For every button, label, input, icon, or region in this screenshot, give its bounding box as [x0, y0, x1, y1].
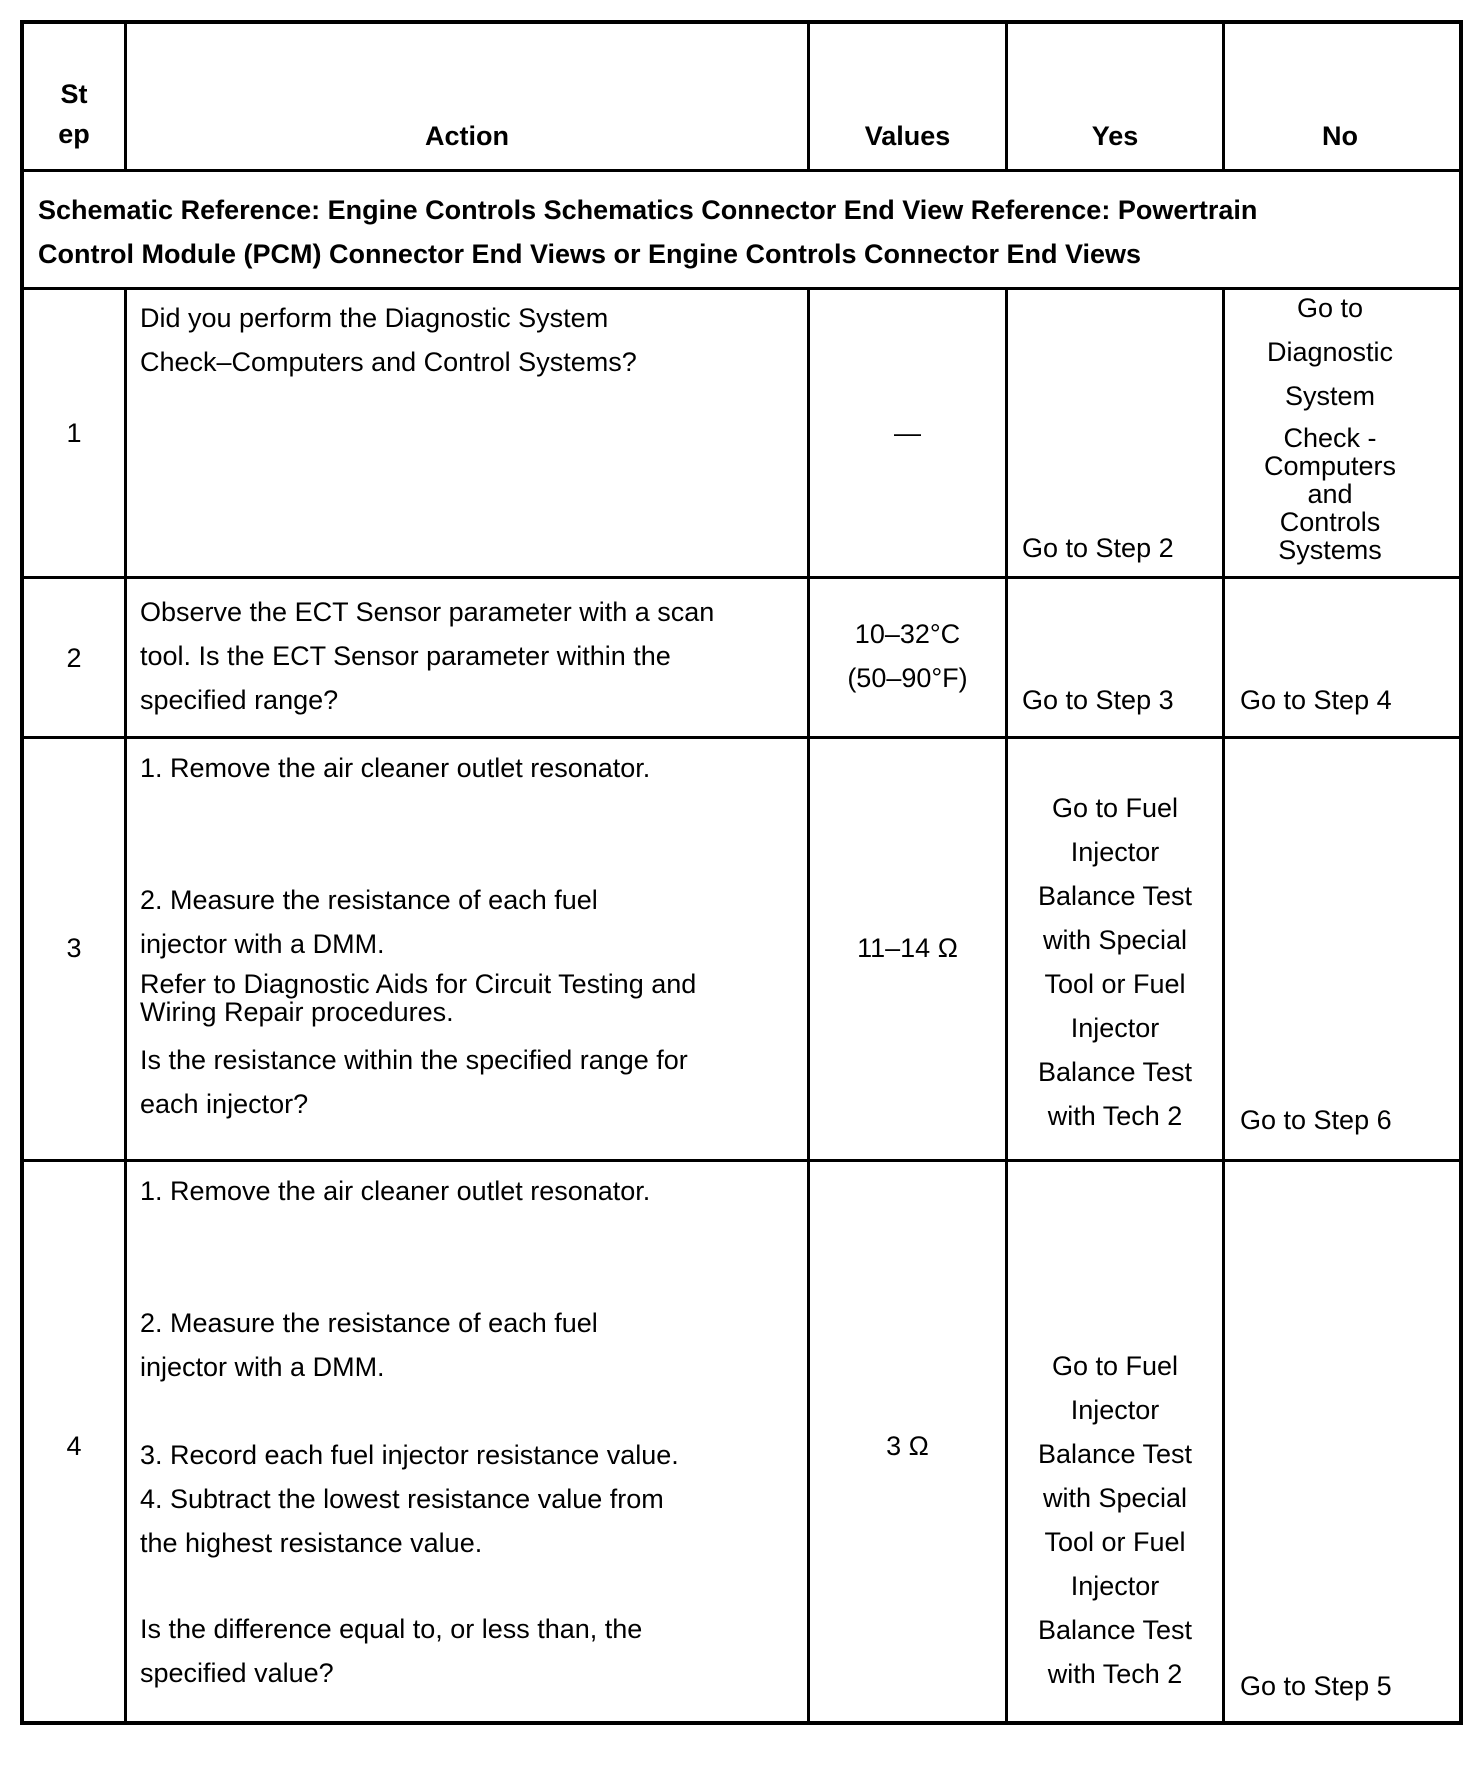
yes-line: Balance Test — [1037, 1057, 1193, 1087]
step-number: 2 — [66, 643, 82, 673]
action-item: 3. Record each fuel injector resistance value. — [140, 1440, 679, 1470]
yes-line: Balance Test — [1037, 1439, 1193, 1469]
action-refer: Refer to Diagnostic Aids for Circuit Testing and — [140, 969, 697, 999]
action-line: tool. Is the ECT Sensor parameter within the — [140, 641, 671, 671]
no-line: Computers — [1263, 451, 1397, 481]
action-line: specified range? — [140, 685, 339, 715]
value-line: 10–32°C — [854, 619, 961, 649]
value-line: (50–90°F) — [847, 663, 968, 693]
yes-line: Injector — [1070, 1013, 1160, 1043]
header-no: No — [1322, 121, 1358, 151]
no-text: Go to Step 5 — [1240, 1671, 1392, 1701]
value-text — [810, 612, 1005, 700]
yes-line: Go to Fuel — [1051, 793, 1179, 823]
action-item: 1. Remove the air cleaner outlet resonator. — [140, 1176, 651, 1206]
value-text: 3 Ω — [886, 1431, 929, 1461]
yes-line: Injector — [1070, 837, 1160, 867]
row-divider — [24, 736, 1459, 739]
no-text — [1225, 286, 1435, 564]
header-values: Values — [864, 121, 951, 151]
yes-line: Go to Fuel — [1051, 1351, 1179, 1381]
step-number: 3 — [66, 933, 82, 963]
no-line: Systems — [1278, 535, 1382, 565]
action-item: 4. Subtract the lowest resistance value from — [140, 1484, 664, 1514]
no-line: Diagnostic — [1266, 337, 1394, 367]
no-line: System — [1284, 381, 1376, 411]
yes-line: with Tech 2 — [1047, 1659, 1183, 1689]
action-item: 1. Remove the air cleaner outlet resonator. — [140, 753, 651, 783]
action-question: each injector? — [140, 1089, 309, 1119]
yes-text — [1008, 1344, 1222, 1696]
header-action: Action — [425, 121, 509, 151]
action-item: injector with a DMM. — [140, 929, 385, 959]
yes-text: Go to Step 2 — [1022, 533, 1174, 563]
action-question: specified value? — [140, 1658, 334, 1688]
yes-line: with Tech 2 — [1047, 1101, 1183, 1131]
diagnostic-table — [20, 20, 1463, 1725]
action-item: 2. Measure the resistance of each fuel — [140, 1308, 598, 1338]
action-line: Observe the ECT Sensor parameter with a scan — [140, 597, 715, 627]
action-text — [140, 1169, 800, 1695]
action-text — [140, 590, 800, 722]
value-text: 11–14 Ω — [857, 933, 958, 963]
schematic-line1: Schematic Reference: Engine Controls Schematics Connector End View Reference: Powertrain — [38, 195, 1258, 225]
schematic-line2: Control Module (PCM) Connector End Views or Engine Controls Connector End Views — [38, 239, 1142, 269]
no-text: Go to Step 4 — [1240, 685, 1392, 715]
header-step — [24, 74, 124, 154]
yes-line: Balance Test — [1037, 1615, 1193, 1645]
value-text: — — [894, 418, 921, 448]
action-line: Did you perform the Diagnostic System — [140, 303, 609, 333]
action-item: 2. Measure the resistance of each fuel — [140, 885, 598, 915]
action-text — [140, 746, 800, 1126]
header-yes: Yes — [1091, 121, 1139, 151]
header-step-line1: St — [60, 79, 88, 109]
no-line: Go to — [1296, 293, 1364, 323]
action-item: the highest resistance value. — [140, 1528, 483, 1558]
step-number: 4 — [66, 1431, 82, 1461]
action-line: Check–Computers and Control Systems? — [140, 347, 637, 377]
row-divider — [24, 1159, 1459, 1162]
yes-line: Injector — [1070, 1571, 1160, 1601]
action-refer: Wiring Repair procedures. — [140, 997, 454, 1027]
action-question: Is the difference equal to, or less than, the — [140, 1614, 643, 1644]
no-line: and — [1307, 479, 1353, 509]
yes-line: with Special — [1042, 1483, 1188, 1513]
yes-line: Injector — [1070, 1395, 1160, 1425]
action-item: injector with a DMM. — [140, 1352, 385, 1382]
no-line: Check - — [1283, 423, 1377, 453]
step-number: 1 — [66, 418, 82, 448]
header-step-line2: ep — [58, 119, 90, 149]
yes-text — [1008, 786, 1222, 1138]
row-divider — [24, 576, 1459, 579]
action-question: Is the resistance within the specified range for — [140, 1045, 688, 1075]
yes-line: Tool or Fuel — [1044, 969, 1186, 999]
no-text: Go to Step 6 — [1240, 1105, 1392, 1135]
no-line: Controls — [1279, 507, 1381, 537]
schematic-reference — [38, 188, 1438, 276]
action-text — [140, 296, 800, 384]
yes-line: Balance Test — [1037, 881, 1193, 911]
yes-line: with Special — [1042, 925, 1188, 955]
yes-line: Tool or Fuel — [1044, 1527, 1186, 1557]
yes-text: Go to Step 3 — [1022, 685, 1174, 715]
